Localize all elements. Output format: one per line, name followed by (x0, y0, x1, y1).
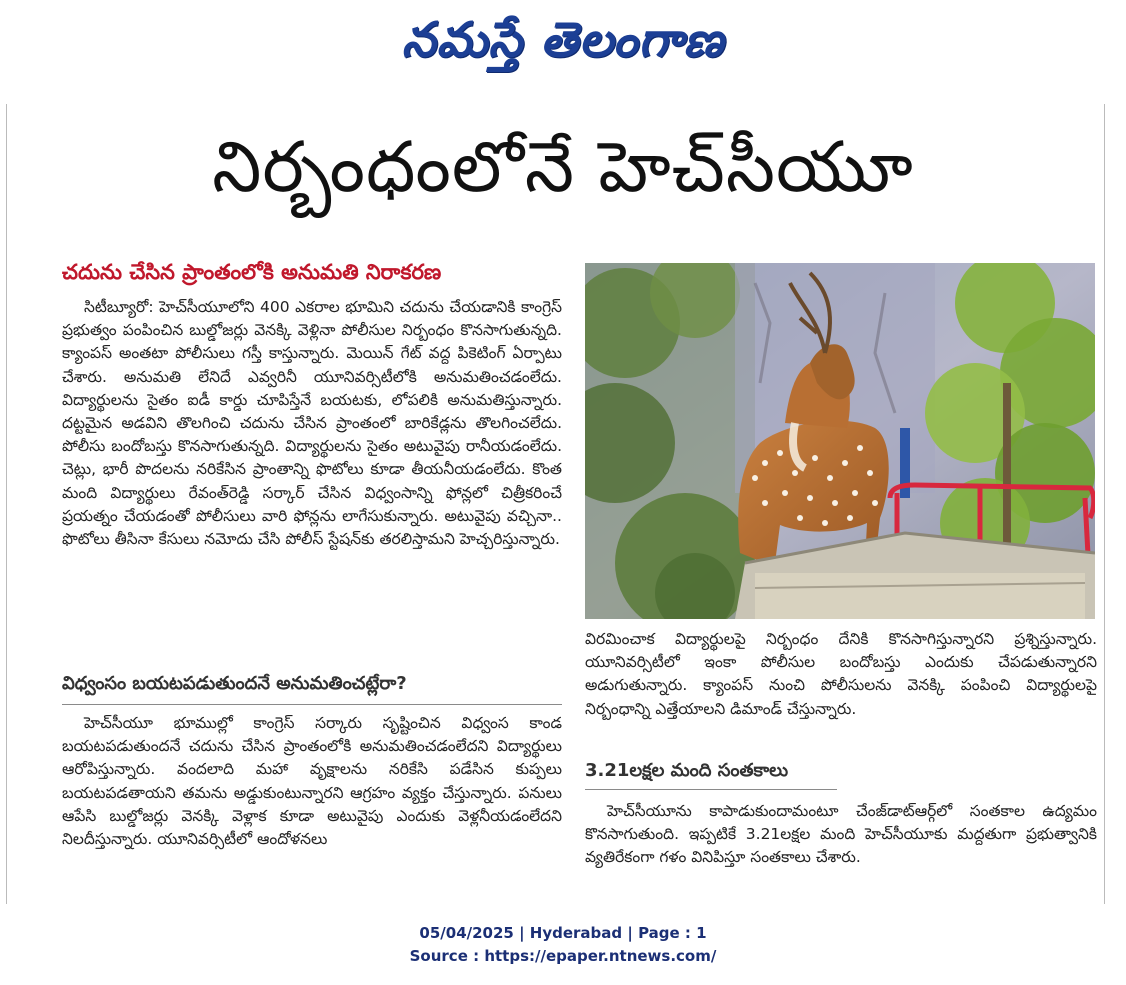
body-paragraph: హెచ్‌సీయూను కాపాడుకుందామంటూ చేంజ్‌డాట్‌ఆర్గ్‌లో సంతకాల ఉద్యమం కొనసాగుతుంది. ఇప్పటికే 3.21లక్షల మంది హెచ్‌సీయూకు మద్దతుగా ప్రభుత్వానికి వ్యతిరేకంగా గళం వినిపిస్తూ సంతకాలు చేశారు. (585, 802, 1097, 867)
article-body-right-2 (585, 800, 1097, 870)
newspaper-logo: నమస్తే తెలంగాణ (401, 12, 725, 68)
article-body-right (585, 628, 1097, 721)
section-subhead-left: విధ్వంసం బయటపడుతుందనే అనుమతించట్లేరా? (62, 673, 562, 705)
article-body-left-2 (62, 712, 562, 851)
article-body-left (62, 296, 562, 551)
deer-photo-illustration (585, 263, 1095, 619)
section-subhead-right: 3.21లక్షల మంది సంతకాలు (585, 760, 837, 790)
footer-date-line: 05/04/2025 | Hyderabad | Page : 1 (419, 924, 707, 942)
page-footer (0, 922, 1126, 968)
body-paragraph: విరమించాక విద్యార్థులపై నిర్బంధం దేనికి కొనసాగిస్తున్నారని ప్రశ్నిస్తున్నారు. యూనివర్సిటీలో ఇంకా పోలీసుల బందోబస్తు ఎందుకు చేపడుతున్నారని అడుగుతున్నారు. క్యాంపస్ నుంచి పోలీసులను వెనక్కి పంపించి విద్యార్థులపై నిర్బంధాన్ని ఎత్తేయాలని డిమాండ్ చేస్తున్నారు. (585, 630, 1097, 718)
footer-source-link[interactable]: Source : https://epaper.ntnews.com/ (409, 947, 717, 965)
masthead (0, 4, 1126, 82)
article-kicker: చదును చేసిన ప్రాంతంలోకి అనుమతి నిరాకరణ (62, 260, 442, 284)
article-headline: నిర్బంధంలోనే హెచ్‌సీయూ (212, 126, 914, 208)
deer-photo (585, 263, 1095, 619)
body-paragraph: హెచ్‌సీయూ భూముల్లో కాంగ్రెస్ సర్కారు సృష్టించిన విధ్వంస కాండ బయటపడుతుందనే చదును చేసిన ప్రాంతంలోకి అనుమతించడంలేదని విద్యార్థులు ఆరోపిస్తున్నారు. వందలాది మహా వృక్షాలను నరికేసి పడేసిన కుప్పలు బయటపడతాయని తమను అడ్డుకుంటున్నారని ఆగ్రహం వ్యక్తం చేస్తున్నారు. పనులు ఆపేసి బుల్డోజర్లు వెనక్కి వెళ్లాక కూడా అటువైపు ఎందుకు వెళ్లనీయడంలేదని నిలదీస్తున్నారు. యూనివర్సిటీలో ఆందోళనలు (62, 714, 562, 849)
body-paragraph: సిటీబ్యూరో: హెచ్‌సీయూలోని 400 ఎకరాల భూమిని చదును చేయడానికి కాంగ్రెస్ ప్రభుత్వం పంపించిన బుల్డోజర్లు వెనక్కి వెళ్లినా పోలీసుల నిర్బంధం కొనసాగుతున్నది. క్యాంపస్ అంతటా పోలీసులు గస్తీ కాస్తున్నారు. మెయిన్ గేట్ వద్ద పికెటింగ్ ఏర్పాటు చేశారు. అనుమతి లేనిదే ఎవ్వరినీ యూనివర్సిటీలోకి అనుమతించడంలేదు. విద్యార్థులను సైతం ఐడీ కార్డు చూపిస్తేనే బయటకు, లోపలికి అనుమతిస్తున్నారు. దట్టమైన అడవిని తొలగించి చదును చేసిన ప్రాంతంలో బారికేడ్లను తొలగించలేదు. పోలీసు బందోబస్తు కొనసాగుతున్నది. విద్యార్థులను సైతం అటువైపు రానీయడంలేదు. చెట్లు, భారీ పొదలను నరికేసిన ప్రాంతాన్ని ఫొటోలు కూడా తీయనీయడంలేదు. కొంత మంది విద్యార్థులు రేవంత్‌రెడ్డి సర్కార్ చేసిన విధ్వంసాన్ని ఫోన్లలో చిత్రీకరించే ప్రయత్నం చేయడంతో పోలీసులు వారి ఫోన్లను లాగేసుకున్నారు. అటువైపు వచ్చినా.. ఫొటోలు తీసినా కేసులు నమోదు చేసి పోలీస్ స్టేషన్‌కు తరలిస్తామని హెచ్చరిస్తున్నారు. (62, 298, 562, 549)
